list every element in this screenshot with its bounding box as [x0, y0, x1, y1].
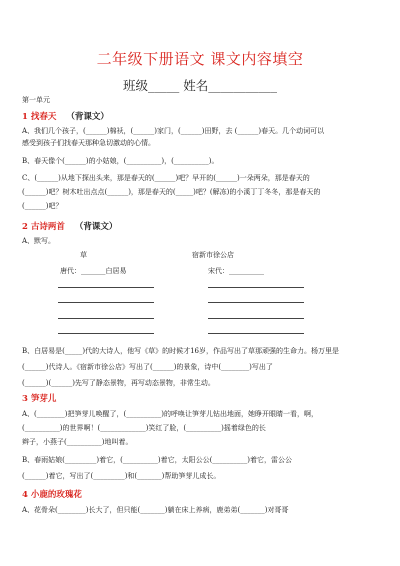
text-line: (______)(______)先写了静态景物，再写动态景物，非常生动。 [22, 379, 215, 387]
text-line: (__________)的世界啊！(_____________)笑红了脸，(__________)摇着绿色的长 [22, 424, 266, 432]
text-line: 辫子，小燕子(__________)地叫着。 [22, 438, 133, 446]
answer-line[interactable] [208, 318, 304, 319]
section-title: 1 找春天 [22, 112, 57, 122]
page-title: 二年级下册语文 课文内容填空 [96, 50, 304, 68]
text-line: (______)代诗人。《宿新市徐公店》写出了(______)的景象，诗中(________)写出了 [22, 363, 273, 371]
text-line: B、春雨姑娘(_________)着它，(__________)着它，太阳公公(__________)着它，雷公公 [22, 456, 293, 464]
section-heading [22, 110, 109, 122]
answer-line[interactable] [58, 287, 154, 288]
text-line: (______)着它，写出了(_________)和(_______)帮助笋芽儿成长。 [22, 472, 221, 480]
answer-line[interactable] [208, 287, 304, 288]
section-title: 2 古诗两首 [22, 222, 65, 232]
unit-label: 第一单元 [22, 96, 50, 104]
answer-line[interactable] [208, 333, 304, 334]
answer-line[interactable] [58, 318, 154, 319]
text-line: A、(________)把笋芽儿唤醒了，(__________)的呼唤让笋芽儿钻出地面，她睁开眼睛一看，啊， [22, 410, 318, 418]
section-heading [22, 220, 117, 232]
section-heading [22, 392, 56, 404]
text-line: B、白居易是(_____)代的大诗人，他写《草》的时候才16岁，作品写出了草那顽强的生命力。杨万里是 [22, 347, 340, 355]
poem-author: 宋代：__________ [208, 267, 264, 275]
text-line: A、我们几个孩子，(______)棉袄，(______)家门，(______)田野，去 (______)春天。几个动词可以 [22, 127, 325, 135]
section-heading [22, 488, 82, 500]
section-title: 4 小鹿的玫瑰花 [22, 490, 82, 500]
poem-author: 唐代：_______白居易 [60, 267, 127, 275]
section-note: （背课文） [66, 112, 109, 122]
section-title: 3 笋芽儿 [22, 394, 57, 404]
text-line: (______)吧？树木吐出点点(______)，那是春天的(_____)吧？(解冻)的小溪丁丁冬冬，那是春天的 [22, 188, 321, 196]
poem-title: 宿新市徐公店 [192, 251, 234, 259]
answer-line[interactable] [58, 333, 154, 334]
text-line: A、默写。 [22, 237, 56, 245]
text-line: B、春天像个(______)的小姑娘，(__________)，(__________)。 [22, 157, 219, 165]
answer-line[interactable] [208, 302, 304, 303]
text-line: A、花骨朵(________)长大了，但只能(_______)躺在床上养病，鹿弟弟(_______)对哥哥 [22, 506, 289, 514]
text-line: 感受到孩子们找春天那种急切激动的心情。 [22, 139, 155, 147]
answer-line[interactable] [58, 302, 154, 303]
text-line: C、(______)从地下探出头来，那是春天的(______)吧？早开的(______)一朵两朵，那是春天的 [22, 174, 310, 182]
poem-title: 草 [80, 251, 87, 259]
text-line: (______)吧？ [22, 202, 63, 210]
class-name-line: 班级_____ 姓名___________ [123, 78, 277, 93]
section-note: （背课文） [74, 222, 118, 232]
